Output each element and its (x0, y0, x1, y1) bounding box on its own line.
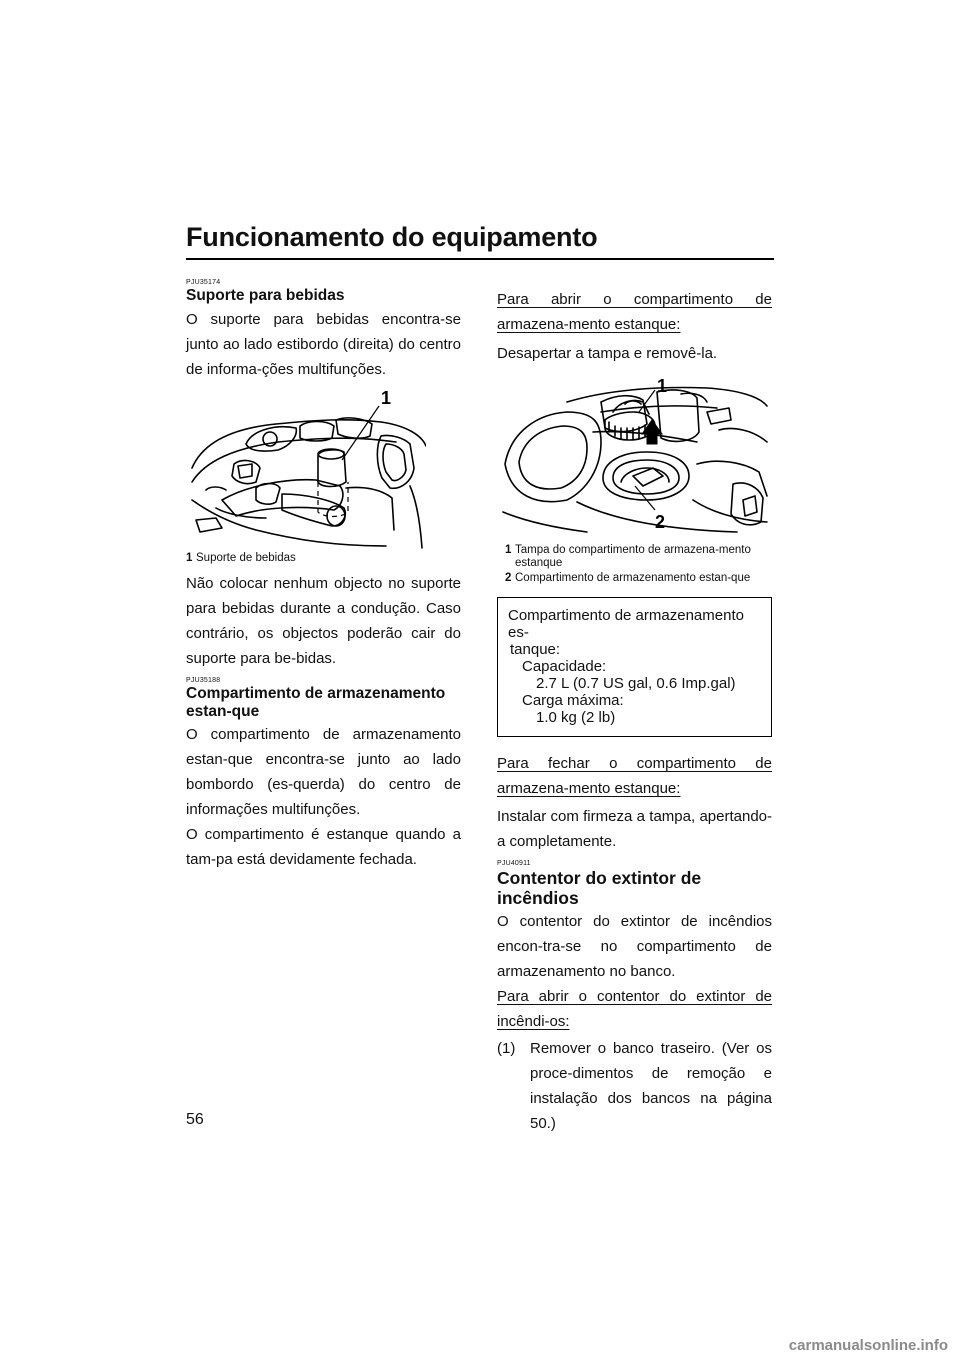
subheading-open-extinguisher: Para abrir o contentor do extintor de incêndi-os: (497, 988, 772, 1030)
paragraph: O compartimento de armazenamento estan-que encontra-se junto ao lado bombordo (es-querda) do centro de informações multifunções. (186, 726, 461, 818)
figure-caption (497, 544, 772, 585)
subheading-close-storage: Para fechar o compartimento de armazena-mento estanque: (497, 755, 772, 797)
paragraph: Instalar com firmeza a tampa, apertando-a completamente. (497, 808, 772, 850)
figure-callout: 1 (381, 390, 392, 408)
caption-number: 1 (186, 552, 193, 564)
spec-capacity-value: 2.7 L (0.7 US gal, 0.6 Imp.gal) (536, 675, 736, 692)
caption-number: 1 (505, 544, 512, 556)
paragraph: O compartimento é estanque quando a tam-pa está devidamente fechada. (186, 826, 461, 868)
specification-box (497, 597, 772, 737)
spec-load-label: Carga máxima: (522, 692, 624, 709)
section-code: PJU40911 (497, 860, 531, 867)
subheading-open-storage: Para abrir o compartimento de armazena-mento estanque: (497, 291, 772, 333)
paragraph: Não colocar nenhum objecto no suporte para bebidas durante a condução. Caso contrário, os objectos poderão cair do suporte para be-bidas. (186, 575, 461, 667)
section-heading-storage: Compartimento de armazenamento estan-que (186, 685, 446, 720)
section-code: PJU35188 (186, 677, 221, 684)
storage-compartment-illustration (497, 372, 772, 542)
section-code: PJU35174 (186, 279, 221, 286)
page-title: Funcionamento do equipamento (186, 222, 598, 252)
section-heading-extinguisher: Contentor do extintor de incêndios (497, 868, 702, 908)
page-number: 56 (186, 1111, 204, 1128)
section-heading-cup-holder: Suporte para bebidas (186, 287, 345, 304)
caption-text: Tampa do compartimento de armazena-mento estanque (515, 544, 751, 569)
paragraph: O suporte para bebidas encontra-se junto ao lado estibordo (direita) do centro de informa-ções multifunções. (186, 311, 461, 378)
caption-text: Compartimento de armazenamento estan-que (515, 572, 751, 584)
figure-storage-compartment (497, 372, 772, 542)
paragraph: O contentor do extintor de incêndios encon-tra-se no compartimento de armazenamento no banco. (497, 913, 772, 980)
step-text: Remover o banco traseiro. (Ver os proce-dimentos de remoção e instalação dos bancos na página 50.) (530, 1040, 772, 1132)
spec-capacity-label: Capacidade: (522, 658, 607, 675)
left-column (186, 275, 461, 872)
paragraph: Desapertar a tampa e removê-la. (497, 345, 718, 362)
figure-callout: 2 (655, 512, 666, 532)
caption-number: 2 (505, 572, 512, 584)
footer-watermark: carmanualsonline.info (788, 1337, 948, 1354)
spec-load-value: 1.0 kg (2 lb) (536, 709, 616, 726)
title-rule (186, 258, 774, 260)
figure-caption (186, 552, 461, 565)
cup-holder-illustration (186, 390, 426, 550)
spec-title-cont: tanque: (510, 641, 561, 658)
step-number: (1) (497, 1040, 516, 1057)
figure-cup-holder (186, 390, 461, 550)
spec-title: Compartimento de armazenamento es- (508, 607, 744, 641)
caption-text: Suporte de bebidas (196, 552, 296, 564)
step-1 (497, 1036, 772, 1136)
figure-callout: 1 (657, 376, 668, 396)
right-column (497, 275, 772, 1136)
